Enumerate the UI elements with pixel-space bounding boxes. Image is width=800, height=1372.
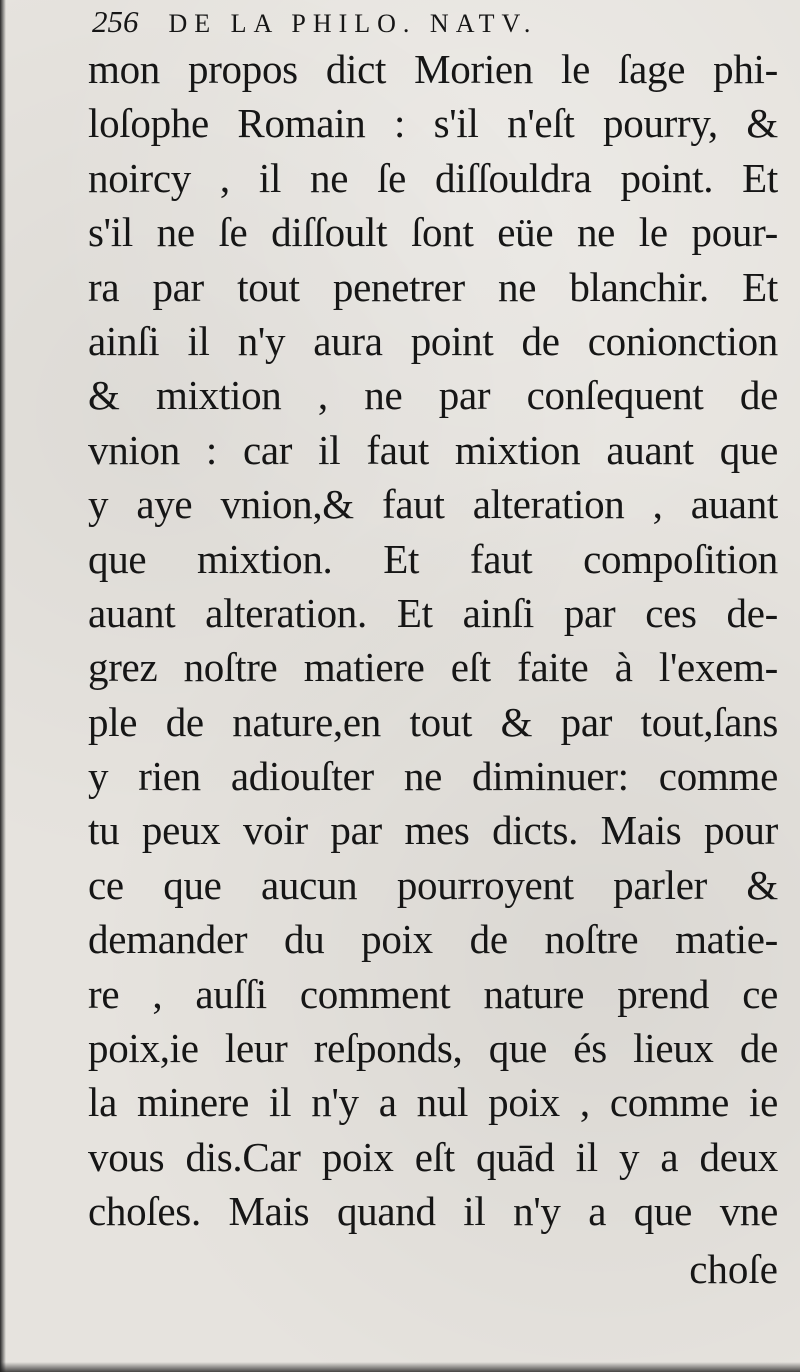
text-line: tu peux voir par mes dicts. Mais pour xyxy=(88,807,778,854)
text-line: s'il ne ſe diſſoult ſont eüe ne le pour- xyxy=(88,209,778,256)
page-bottom-shadow xyxy=(0,1362,800,1372)
page-edge-shadow xyxy=(0,0,6,1372)
text-line: re , auſſi comment nature prend ce xyxy=(88,970,778,1017)
body-text xyxy=(88,42,778,1239)
text-line: ra par tout penetrer ne blanchir. Et xyxy=(88,263,778,310)
text-line: poix,ie leur reſponds, que és lieux de xyxy=(88,1025,778,1072)
text-line: demander du poix de noſtre matie- xyxy=(88,916,778,963)
text-line: vnion : car il faut mixtion auant que xyxy=(88,426,778,473)
text-line: ple de nature,en tout & par tout,ſans xyxy=(88,698,778,745)
running-header xyxy=(92,2,782,42)
text-line: y rien adiouſter ne diminuer: comme xyxy=(88,753,778,800)
text-line: noircy , il ne ſe diſſouldra point. Et xyxy=(88,154,778,201)
text-line: ce que aucun pourroyent parler & xyxy=(88,861,778,908)
text-line: la minere il n'y a nul poix , comme ie xyxy=(88,1079,778,1126)
text-line: mon propos dict Morien le ſage phi- xyxy=(88,46,778,92)
catchword: choſe xyxy=(689,1246,778,1292)
text-line: que mixtion. Et faut compoſition xyxy=(88,535,778,582)
text-line: grez noſtre matiere eſt faite à l'exem- xyxy=(88,644,778,691)
page-number: 256 xyxy=(92,4,139,39)
text-line: ainſi il n'y aura point de conionction xyxy=(88,317,778,364)
text-line: auant alteration. Et ainſi par ces de- xyxy=(88,589,778,636)
text-line: y aye vnion,& faut alteration , auant xyxy=(88,481,778,528)
text-line: loſophe Romain : s'il n'eſt pourry, & xyxy=(88,100,778,147)
text-line: choſes. Mais quand il n'y a que vne xyxy=(88,1188,778,1235)
text-line: & mixtion , ne par conſequent de xyxy=(88,372,778,419)
running-title: DE LA PHILO. NATV. xyxy=(168,9,538,38)
text-line: vous dis.Car poix eſt quād il y a deux xyxy=(88,1133,778,1180)
